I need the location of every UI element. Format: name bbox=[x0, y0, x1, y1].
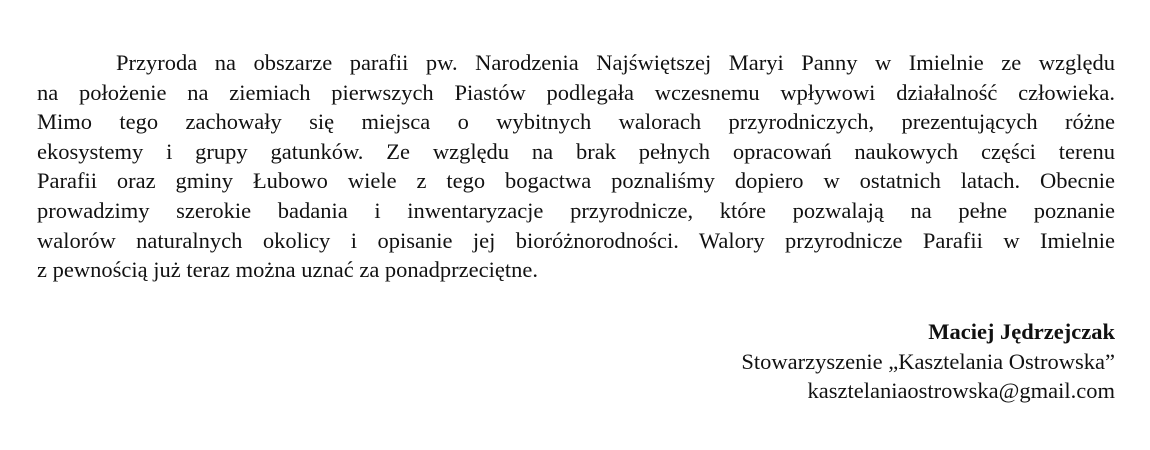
signature-block bbox=[741, 317, 1115, 406]
paragraph-line: Mimo tego zachowały się miejsca o wybitnych walorach przyrodniczych, prezentujących różne bbox=[37, 109, 1115, 135]
organization-name: Stowarzyszenie „Kasztelania Ostrowska” bbox=[741, 348, 1115, 374]
paragraph-line: na położenie na ziemiach pierwszych Piastów podlegała wczesnemu wpływowi działalność człowieka. bbox=[37, 79, 1115, 105]
paragraph-line: walorów naturalnych okolicy i opisanie jej bioróżnorodności. Walory przyrodnicze Parafii w Imielnie bbox=[37, 227, 1115, 253]
paragraph-line: ekosystemy i grupy gatunków. Ze względu na brak pełnych opracowań naukowych części terenu bbox=[37, 138, 1115, 164]
paragraph-line: z pewnością już teraz można uznać za ponadprzeciętne. bbox=[37, 257, 538, 283]
author-name: Maciej Jędrzejczak bbox=[928, 319, 1115, 344]
body-paragraph bbox=[37, 48, 1115, 285]
paragraph-line: Przyroda na obszarze parafii pw. Narodzenia Najświętszej Maryi Panny w Imielnie ze względu bbox=[116, 50, 1115, 75]
paragraph-line: prowadzimy szerokie badania i inwentaryzacje przyrodnicze, które pozwalają na pełne poznanie bbox=[37, 197, 1115, 223]
contact-email: kasztelaniaostrowska@gmail.com bbox=[807, 378, 1115, 404]
paragraph-line: Parafii oraz gminy Łubowo wiele z tego bogactwa poznaliśmy dopiero w ostatnich latach. Obecnie bbox=[37, 168, 1115, 194]
